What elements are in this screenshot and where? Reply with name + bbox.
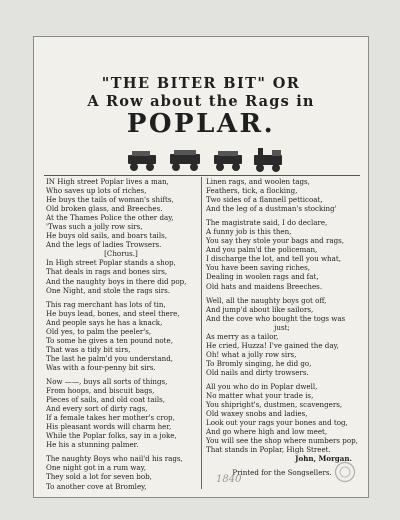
right-column xyxy=(206,177,358,477)
verse-line: His pleasant words will charm her, xyxy=(46,422,172,432)
verse-line: Who saves up lots of riches, xyxy=(46,186,147,196)
title-line-2: A Row about the Rags in xyxy=(87,93,315,110)
verse-line: From hoops, and biscuit bags, xyxy=(46,386,155,396)
verse-line: That deals in rags and bones sirs, xyxy=(46,267,168,277)
verse-line: Look out your rags your bones and tog, xyxy=(206,418,348,428)
handwritten-mark: 1840 xyxy=(216,474,242,485)
verse-line: Feathers, tick, a flocking, xyxy=(206,186,298,196)
title-line-3: POPLAR. xyxy=(126,109,276,139)
verse-line: The last he palm'd you understand, xyxy=(46,353,173,363)
verse-line: They sold a lot for seven bob, xyxy=(46,472,152,482)
verse-line: And the leg of a dustman's stocking' xyxy=(206,204,337,214)
verse-line: He his a stunning palmer. xyxy=(46,440,139,450)
verse-line: And you palm'd the policeman, xyxy=(206,245,318,255)
verse-line: The naughty Boys who nail'd his rags, xyxy=(46,454,183,464)
verse-line: To another cove at Bromley, xyxy=(46,481,147,491)
verse-line: That was a tidy bit sirs, xyxy=(46,344,131,354)
verse-line: Was with a four-penny bit sirs. xyxy=(46,362,156,372)
verse-line: And the naughty boys in there did pop, xyxy=(46,276,187,286)
verse-line: One night got in a rum way, xyxy=(46,463,146,473)
verse-line: Old hats and maidens Breeches. xyxy=(206,281,323,291)
locomotive-vignette xyxy=(254,148,282,172)
verse-line: At the Thames Police the other day, xyxy=(46,213,174,223)
verse-line: He buys old sails, and boars tails, xyxy=(46,231,167,241)
verse-line: Old broken glass, and Breeches. xyxy=(46,204,163,214)
verse-line: I discharge the lot, and tell you what, xyxy=(206,254,341,264)
verse-line: John, Morgan. xyxy=(295,454,352,464)
verse-line: 'Twas such a jolly row sirs, xyxy=(46,222,143,232)
verse-line: You will see the shop where numbers pop, xyxy=(206,436,358,446)
title-line-1: "THE BITER BIT" OR xyxy=(101,75,301,92)
verse-line: In High street Poplar stands a shop, xyxy=(46,258,176,268)
verse-line: Old nails and dirty trowsers. xyxy=(206,367,309,377)
verse-line: IN High street Poplar lives a man, xyxy=(46,177,169,186)
verse-line: While the Poplar folks, say in a joke, xyxy=(46,431,177,441)
verse-line: This rag merchant has lots of tin, xyxy=(46,299,166,309)
verse-line: If a female takes her mother's crop, xyxy=(46,413,175,423)
verse-line: And people says he has a knack, xyxy=(46,317,163,327)
cart-vignette-3 xyxy=(214,151,242,171)
broadside-sheet xyxy=(33,36,369,498)
verse-line: That stands in Poplar, High Street. xyxy=(206,445,331,455)
verse-line: Old yes, to palm the peeler's, xyxy=(46,326,152,336)
verse-line: Linen rags, and woolen tags, xyxy=(206,177,310,186)
verse-line: Old waxey snobs and ladies, xyxy=(206,409,308,419)
verse-line: No matter what your trade is, xyxy=(206,391,314,401)
verse-line: You have been saving riches, xyxy=(206,263,310,273)
library-stamp xyxy=(334,461,356,483)
verse-line: To Bromly singing, he did go, xyxy=(206,358,312,368)
verse-line: As merry as a tailor, xyxy=(206,331,279,341)
verse-line: Now ——, buys all sorts of things, xyxy=(46,376,168,386)
verse-line: Printed for the Songsellers. xyxy=(232,468,332,478)
verse-line: The magistrate said, I do declare, xyxy=(206,218,328,228)
verse-line: You shipright's, dustmen, scavengers, xyxy=(206,400,343,410)
verse-line: Two sides of a flannell petticoat, xyxy=(206,195,323,205)
verse-line: He buys the tails of woman's shifts, xyxy=(46,195,174,205)
verse-line: Oh! what a jolly row sirs, xyxy=(206,349,297,359)
woodcut-vignettes xyxy=(126,147,286,173)
verse-line: [Chorus.] xyxy=(104,249,138,259)
verse-line: To some he gives a ten pound note, xyxy=(46,335,173,345)
verse-line: And every sort of dirty rags, xyxy=(46,404,148,414)
column-divider xyxy=(201,177,202,489)
top-rule xyxy=(44,175,360,176)
verse-line: And go where high and low meet, xyxy=(206,427,328,437)
left-column xyxy=(46,177,196,491)
verse-line: Well, all the naughty boys got off, xyxy=(206,295,327,305)
cart-vignette-2 xyxy=(170,150,200,171)
cart-vignette-1 xyxy=(128,151,156,171)
verse-line: He cried, Huzza! I've gained the day, xyxy=(206,340,339,350)
verse-line: And jump'd about like sailors, xyxy=(206,304,314,314)
verse-line: And the cove who bought the togs was xyxy=(206,313,346,323)
verse-line: A funny job is this then, xyxy=(206,227,292,237)
verse-line: One Night, and stole the rags sirs. xyxy=(46,285,170,295)
verse-line: Dealing in woolen rags and fat, xyxy=(206,272,319,282)
verse-line: And the legs of ladies Trowsers. xyxy=(46,240,162,250)
verse-line: You say they stole your bags and rags, xyxy=(206,236,345,246)
verse-line: just; xyxy=(274,322,290,332)
verse-line: Pieces of sails, and old coat tails, xyxy=(46,395,166,405)
verse-line: All you who do in Poplar dwell, xyxy=(206,381,318,391)
verse-line: He buys lead, bones, and steel there, xyxy=(46,308,180,318)
